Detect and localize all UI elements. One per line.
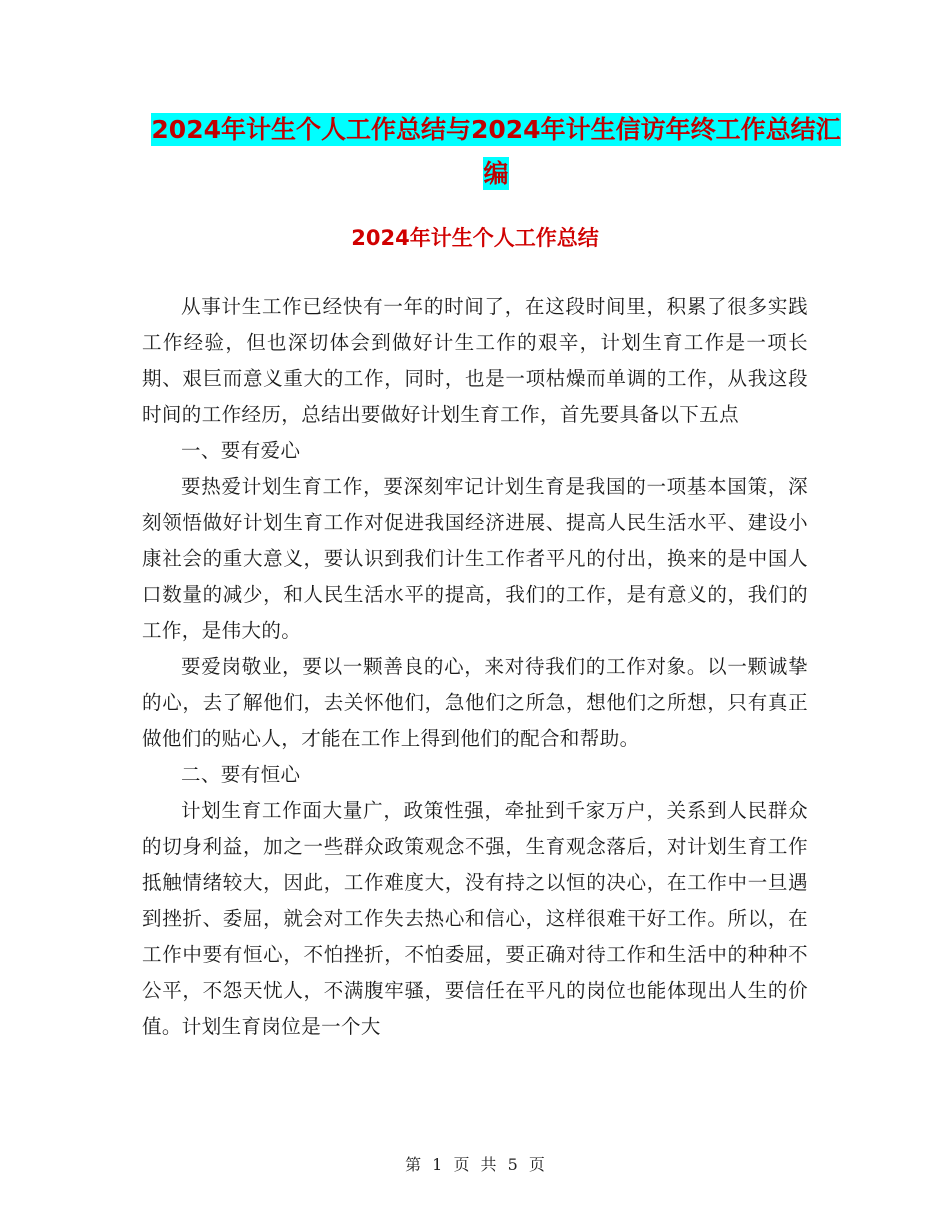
document-title-highlight: 2024年计生个人工作总结与2024年计生信访年终工作总结汇编 <box>151 115 841 188</box>
section-title: 2024年计生个人工作总结 <box>351 226 599 250</box>
document-body <box>142 289 808 1045</box>
heading-love: 一、要有爱心 <box>181 439 301 462</box>
paragraph-intro: 从事计生工作已经快有一年的时间了，在这段时间里，积累了很多实践工作经验，但也深切体会到做好计生工作的艰辛，计划生育工作是一项长期、艰巨而意义重大的工作，同时，也是一项枯燥而单调的工作，从我这段时间的工作经历，总结出要做好计划生育工作，首先要具备以下五点 <box>142 295 808 426</box>
heading-perseverance: 二、要有恒心 <box>181 763 301 786</box>
paragraph-perseverance: 计划生育工作面大量广，政策性强，牵扯到千家万户，关系到人民群众的切身利益，加之一些群众政策观念不强，生育观念落后，对计划生育工作抵触情绪较大，因此，工作难度大，没有持之以恒的决心，在工作中一旦遇到挫折、委屈，就会对工作失去热心和信心，这样很难干好工作。所以，在工作中要有恒心，不怕挫折，不怕委屈，要正确对待工作和生活中的种种不公平，不怨天忧人，不满腹牢骚，要信任在平凡的岗位也能体现出人生的价值。计划生育岗位是一个大 <box>142 799 808 1038</box>
document-title <box>140 108 852 196</box>
paragraph-love-1: 要热爱计划生育工作，要深刻牢记计划生育是我国的一项基本国策，深刻领悟做好计划生育工作对促进我国经济进展、提高人民生活水平、建设小康社会的重大意义，要认识到我们计生工作者平凡的付出，换来的是中国人口数量的减少，和人民生活水平的提高，我们的工作，是有意义的，我们的工作，是伟大的。 <box>142 475 808 642</box>
paragraph-love-2: 要爱岗敬业，要以一颗善良的心，来对待我们的工作对象。以一颗诚挚的心，去了解他们，去关怀他们，急他们之所急，想他们之所想，只有真正做他们的贴心人，才能在工作上得到他们的配合和帮助。 <box>142 655 808 750</box>
page-footer: 第 1 页 共 5 页 <box>405 1155 545 1174</box>
